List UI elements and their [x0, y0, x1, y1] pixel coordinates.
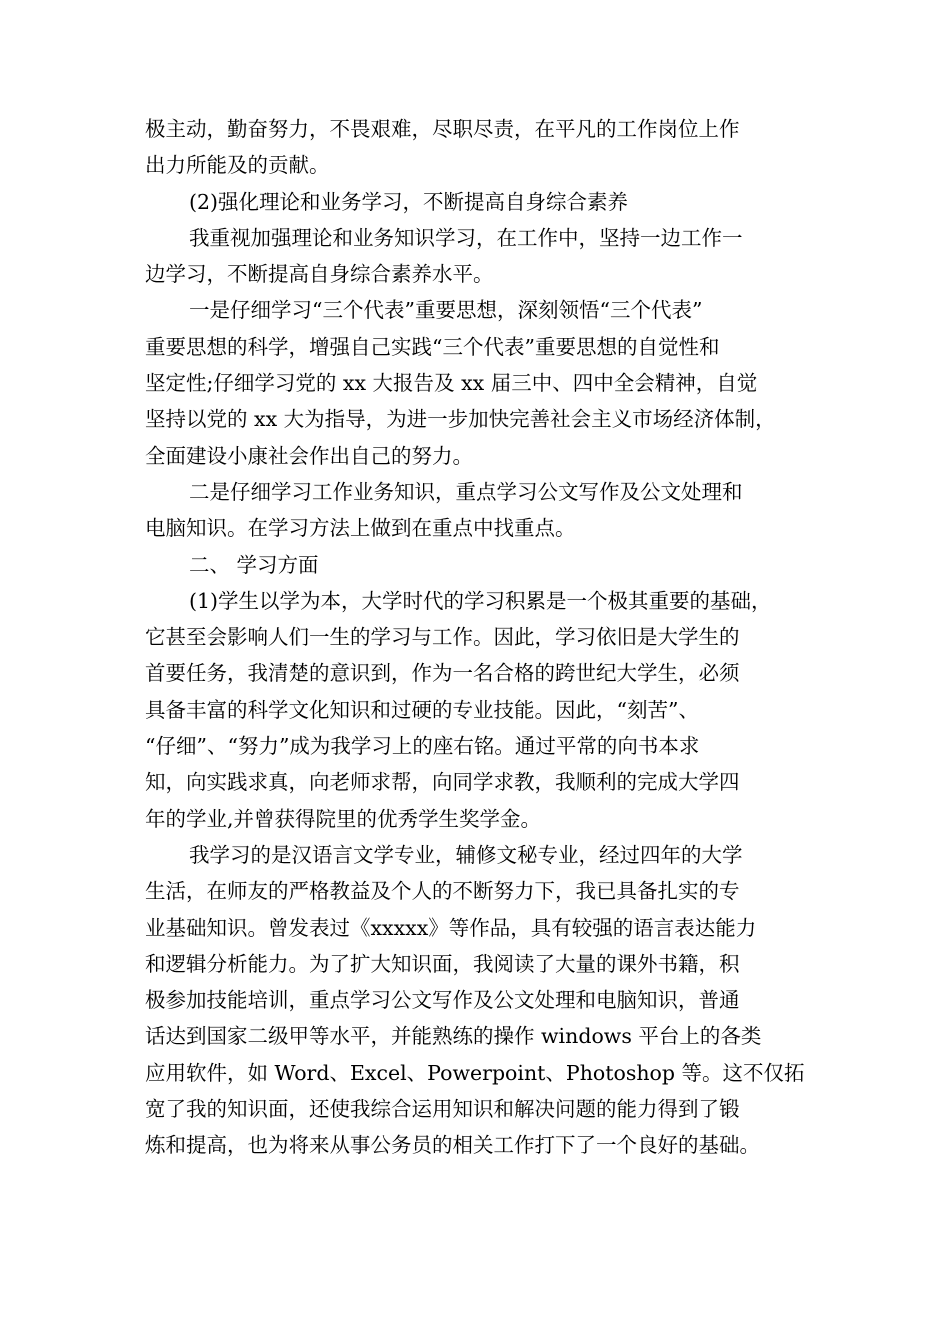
text-line: 话达到国家二级甲等水平，并能熟练的操作 windows 平台上的各类 [145, 1024, 762, 1049]
text-line: 炼和提高，也为将来从事公务员的相关工作打下了一个良好的基础。 [145, 1133, 760, 1158]
text-line: 极参加技能培训，重点学习公文写作及公文处理和电脑知识，普通 [145, 988, 740, 1013]
text-line: 二、 学习方面 [189, 552, 319, 577]
text-line: 年的学业,并曾获得院里的优秀学生奖学金。 [145, 806, 542, 831]
text-line: 知，向实践求真，向老师求帮，向同学求教，我顺利的完成大学四 [145, 770, 740, 795]
text-line: 业基础知识。曾发表过《xxxxx》等作品，具有较强的语言表达能力 [145, 915, 757, 940]
text-line: “仔细”、“努力”成为我学习上的座右铭。通过平常的向书本求 [145, 734, 700, 759]
text-line: 边学习，不断提高自身综合素养水平。 [145, 262, 494, 287]
text-line: 坚持以党的 xx 大为指导，为进一步加快完善社会主义市场经济体制， [145, 407, 776, 432]
text-line: (2)强化理论和业务学习，不断提高自身综合素养 [189, 189, 629, 214]
document-body [145, 111, 810, 1164]
text-line: 重要思想的科学，增强自己实践“三个代表”重要思想的自觉性和 [145, 334, 720, 359]
text-line: 首要任务，我清楚的意识到，作为一名合格的跨世纪大学生，必须 [145, 661, 740, 686]
text-line: (1)学生以学为本，大学时代的学习积累是一个极其重要的基础， [189, 588, 772, 613]
text-line: 我学习的是汉语言文学专业，辅修文秘专业，经过四年的大学 [189, 842, 743, 867]
text-line: 电脑知识。在学习方法上做到在重点中找重点。 [145, 516, 576, 541]
text-line: 宽了我的知识面，还使我综合运用知识和解决问题的能力得到了锻 [145, 1097, 740, 1122]
text-line: 它甚至会影响人们一生的学习与工作。因此，学习依旧是大学生的 [145, 625, 740, 650]
text-line: 一是仔细学习“三个代表”重要思想，深刻领悟“三个代表” [189, 298, 703, 323]
text-line: 生活，在师友的严格教益及个人的不断努力下，我已具备扎实的专 [145, 879, 740, 904]
text-line: 具备丰富的科学文化知识和过硬的专业技能。因此，“刻苦”、 [145, 697, 699, 722]
text-line: 二是仔细学习工作业务知识，重点学习公文写作及公文处理和 [189, 479, 743, 504]
text-line: 坚定性;仔细学习党的 xx 大报告及 xx 届三中、四中全会精神，自觉 [145, 371, 758, 396]
text-line: 应用软件，如 Word、Excel、Powerpoint、Photoshop 等。这不仅拓 [145, 1060, 805, 1085]
text-line: 出力所能及的贡献。 [145, 153, 330, 178]
text-line: 和逻辑分析能力。为了扩大知识面，我阅读了大量的课外书籍，积 [145, 951, 740, 976]
text-line: 我重视加强理论和业务知识学习，在工作中，坚持一边工作一 [189, 225, 743, 250]
text-line: 极主动，勤奋努力，不畏艰难，尽职尽责，在平凡的工作岗位上作 [145, 117, 740, 141]
text-line: 全面建设小康社会作出自己的努力。 [145, 443, 473, 468]
